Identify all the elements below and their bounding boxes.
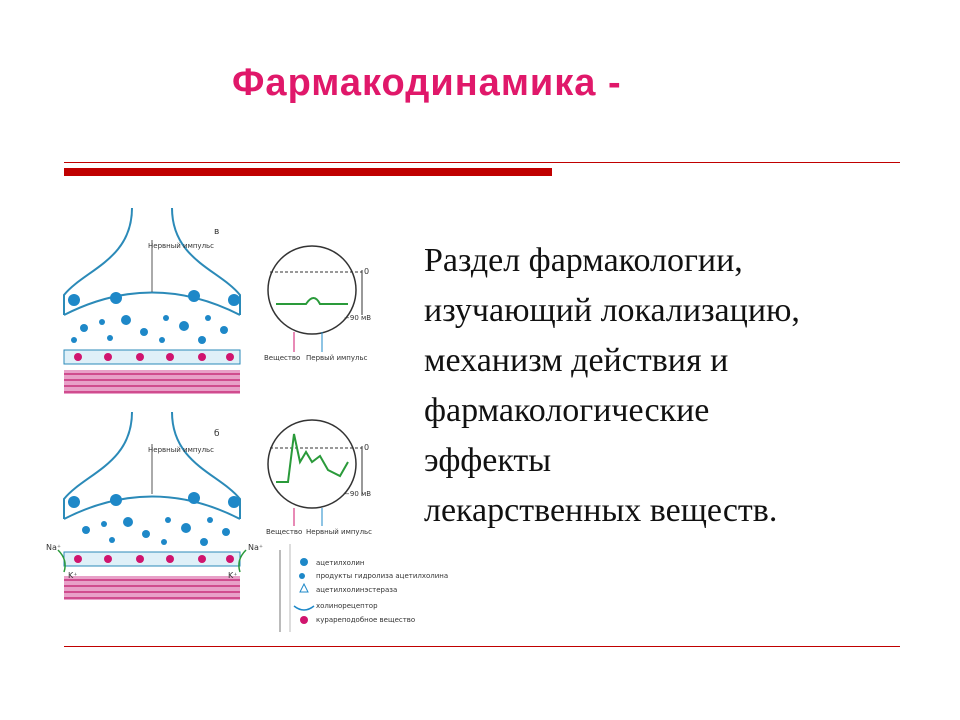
k-right-label: K⁺ — [228, 571, 238, 580]
definition-line: эффекты — [424, 442, 552, 479]
definition-line: изучающий локализацию, — [424, 292, 800, 329]
definition-line: механизм действия и — [424, 342, 729, 379]
na-right-label: Na⁺ — [248, 543, 264, 552]
scope-b-rest: −90 мВ — [344, 490, 372, 498]
definition-line: Раздел фармакологии, — [424, 242, 743, 279]
legend-item-2: ацетилхолинэстераза — [316, 586, 398, 594]
panel-b-letter: б — [214, 429, 220, 439]
k-left-label: K⁺ — [68, 571, 78, 580]
slide-title: Фармакодинамика - — [232, 62, 622, 104]
figure-legend — [280, 544, 448, 632]
scope-a-rest: −90 мВ — [344, 314, 372, 322]
legend-item-0: ацетилхолин — [316, 559, 365, 567]
panel-a-letter: в — [214, 227, 220, 237]
panel-b-impulse-label: Нервный импульс — [148, 446, 215, 454]
scope-a-substance: Вещество — [264, 354, 301, 362]
scope-a-first-impulse: Первый импульс — [306, 354, 368, 362]
title-rule-thick — [64, 168, 552, 176]
legend-item-3: холинорецептор — [316, 602, 378, 610]
legend-item-1: продукты гидролиза ацетилхолина — [316, 572, 449, 580]
synapse-figure — [44, 200, 449, 640]
na-left-label: Na⁺ — [46, 543, 62, 552]
panel-a-impulse-label: Нервный импульс — [148, 242, 215, 250]
definition-line: фармакологические — [424, 392, 710, 429]
legend-item-4: курареподобное вещество — [316, 616, 416, 624]
title-rule-thin — [64, 162, 900, 163]
scope-a-zero: 0 — [364, 267, 370, 276]
scope-b-zero: 0 — [364, 443, 370, 452]
definition-line: лекарственных веществ. — [424, 492, 778, 529]
footer-rule — [64, 646, 900, 647]
synapse-panel-a — [64, 208, 371, 394]
scope-b-impulse: Нервный импульс — [306, 528, 373, 536]
definition-text — [424, 236, 924, 536]
scope-b-substance: Вещество — [266, 528, 303, 536]
